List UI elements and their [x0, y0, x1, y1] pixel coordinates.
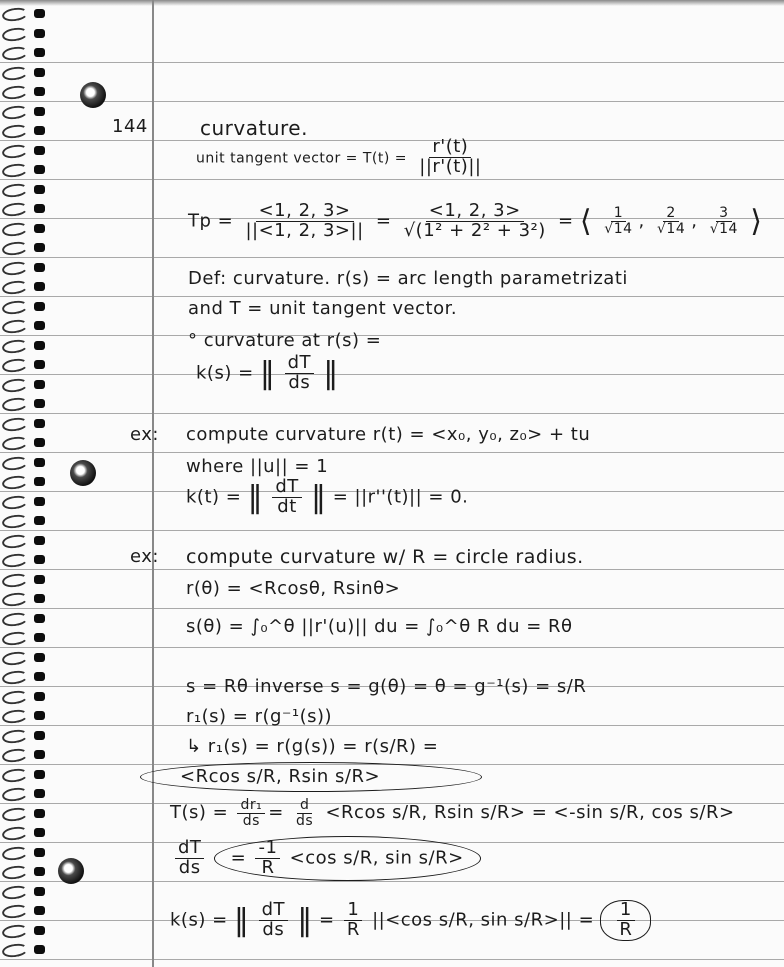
fraction-numerator: d [297, 798, 312, 814]
example-1-label: ex: [130, 424, 159, 445]
ts-rhs: <Rcos s/R, Rsin s/R> = <-sin s/R, cos s/R> [325, 802, 735, 824]
binding-hole [34, 594, 45, 603]
spiral-coil [1, 455, 29, 471]
binding-hole [34, 633, 45, 642]
binding-hole [34, 516, 45, 525]
norm-bar: ‖ [259, 355, 276, 391]
binding-hole [34, 497, 45, 506]
fraction-denominator: ds [296, 812, 314, 829]
binding-hole [34, 536, 45, 545]
spiral-coil [1, 513, 29, 529]
spiral-coil [1, 416, 29, 432]
page-number: 144 [112, 116, 148, 137]
binding-hole [34, 828, 45, 837]
spiral-coil [1, 533, 29, 549]
spiral-coil [1, 767, 29, 783]
spiral-coil [1, 260, 29, 276]
spiral-coil [1, 104, 29, 120]
d-ds-fraction [293, 798, 316, 828]
spiral-coil [1, 572, 29, 588]
example-1-result: = ||r''(t)|| = 0. [332, 486, 469, 508]
binding-hole [34, 321, 45, 330]
dt-ds-derivation [172, 836, 481, 881]
spiral-coil [1, 689, 29, 705]
binding-hole [34, 653, 45, 662]
spiral-coil [1, 708, 29, 724]
binding-hole [34, 867, 45, 876]
tp-fraction-2 [401, 202, 549, 241]
fraction-numerator: 1 [617, 901, 635, 921]
normal-vector: <cos s/R, sin s/R> [289, 847, 464, 869]
fraction-numerator: dT [285, 354, 314, 374]
binding-hole [34, 711, 45, 720]
binding-hole [34, 48, 45, 57]
binding-hole [34, 204, 45, 213]
spiral-coil [1, 845, 29, 861]
norm-bar: ‖ [247, 479, 264, 515]
binding-hole [34, 68, 45, 77]
tp-component-1 [601, 206, 635, 236]
spiral-coil [1, 786, 29, 802]
punch-hole-bottom [58, 858, 84, 884]
spiral-coil [1, 377, 29, 393]
binding-hole [34, 906, 45, 915]
fraction-numerator: dr₁ [237, 798, 265, 814]
definition-line-2: and T = unit tangent vector. [188, 298, 458, 319]
ts-lhs: T(s) = [170, 802, 229, 824]
spiral-coil [1, 123, 29, 139]
spiral-coil [1, 611, 29, 627]
spiral-coil [1, 552, 29, 568]
punch-hole-top [80, 82, 106, 108]
binding-hole [34, 380, 45, 389]
example-2-line-4: s = Rθ inverse s = g(θ) = θ = g⁻¹(s) = s/R [186, 676, 587, 697]
example-2-label: ex: [130, 546, 159, 567]
example-2-line-3: s(θ) = ∫₀^θ ||r'(u)|| du = ∫₀^θ R du = Rθ [186, 616, 573, 637]
binding-hole [34, 146, 45, 155]
fraction-denominator: ||<1, 2, 3>|| [245, 219, 364, 241]
spiral-coil [1, 494, 29, 510]
circled-final-answer [600, 900, 651, 941]
definition-line-1: Def: curvature. r(s) = arc length parametrizati [188, 268, 628, 289]
curvature-result: k(s) = ‖ $\frac{dT}{ds}$ ‖ = $\frac{1}{R}$ ||<cos s/R, sin s/R>|| = $\frac{1}{R}$ [170, 900, 651, 941]
curvature-lhs: k(t) = [186, 486, 242, 508]
binding-hole [34, 789, 45, 798]
binding-hole [34, 263, 45, 272]
example-1-line-1: compute curvature r(t) = <x₀, y₀, z₀> + tu [186, 424, 591, 445]
fraction-denominator: ds [262, 918, 285, 940]
spiral-coil [1, 143, 29, 159]
dt-dt-fraction [272, 478, 301, 517]
unit-tangent-lhs: unit tangent vector = T(t) = [196, 150, 408, 167]
unit-tangent-formula [196, 138, 487, 177]
fraction-numerator: 1 [611, 206, 626, 222]
minus-one-over-r [255, 839, 280, 878]
spiral-coil [1, 825, 29, 841]
spiral-coil [1, 299, 29, 315]
binding-hole [34, 731, 45, 740]
spiral-coil [1, 903, 29, 919]
spiral-coil [1, 26, 29, 42]
binding-hole [34, 848, 45, 857]
binding-hole [34, 438, 45, 447]
fraction-denominator: ||r'(t)|| [419, 155, 482, 177]
binding-hole [34, 302, 45, 311]
fraction-denominator: ds [288, 371, 311, 393]
binding-hole [34, 575, 45, 584]
example-1-formula [186, 478, 468, 517]
spiral-coil [1, 357, 29, 373]
spiral-coil [1, 669, 29, 685]
curvature-lhs: k(s) = [170, 909, 228, 931]
binding-hole [34, 750, 45, 759]
spiral-coil [1, 201, 29, 217]
spiral-coil [1, 806, 29, 822]
spiral-coil [1, 630, 29, 646]
spiral-coil [1, 162, 29, 178]
norm-bar: ‖ [323, 355, 339, 391]
fraction-denominator: dt [277, 495, 297, 517]
final-answer-fraction [616, 901, 635, 940]
fraction-denominator: √14 [657, 220, 686, 237]
binding-hole [34, 477, 45, 486]
punch-hole-middle [70, 460, 96, 486]
spiral-coil [1, 338, 29, 354]
spiral-binding [0, 0, 58, 967]
dt-ds-fraction [175, 839, 204, 878]
binding-hole [34, 555, 45, 564]
spiral-coil [1, 45, 29, 61]
binding-hole [34, 224, 45, 233]
equals-sign: = [375, 210, 392, 232]
binding-hole [34, 692, 45, 701]
spiral-coil [1, 942, 29, 958]
binding-hole [34, 9, 45, 18]
fraction-denominator: √14 [604, 220, 633, 237]
binding-hole [34, 672, 45, 681]
margin-line [152, 0, 154, 967]
tp-computation: Tp = $\frac{<1, 2, 3>}{||<1, 2, 3>||}$ = $\frac{<1, 2, 3>}{\text{√(1² + 2² + 3²)}}$ = ⟨ $\frac{1}{√14}$ , $\frac{2}{√14}$ , $\frac{3}{√14}$ ⟩ [188, 200, 763, 241]
binding-hole [34, 107, 45, 116]
fraction-denominator: R [619, 918, 633, 940]
equals-sign: = [558, 210, 574, 232]
binding-hole [34, 282, 45, 291]
spiral-coil [1, 747, 29, 763]
curvature-definition-formula [196, 354, 339, 393]
spiral-coil [1, 474, 29, 490]
tp-fraction-1 [242, 202, 366, 241]
binding-hole [34, 887, 45, 896]
binding-hole [34, 399, 45, 408]
spiral-coil [1, 396, 29, 412]
spiral-coil [1, 864, 29, 880]
binding-hole [34, 458, 45, 467]
norm-bar: ‖ [233, 902, 250, 938]
fraction-numerator: r'(t) [429, 138, 471, 158]
example-2-line-6: ↳ r₁(s) = r(g(s)) = r(s/R) = [186, 736, 439, 757]
one-over-r [344, 901, 363, 940]
tp-lhs: Tp = [188, 210, 234, 232]
binding-hole [34, 809, 45, 818]
fraction-numerator: dT [272, 478, 301, 498]
fraction-numerator: 1 [344, 901, 362, 921]
binding-hole [34, 614, 45, 623]
dt-ds-fraction [285, 354, 314, 393]
unit-vector-norm: ||<cos s/R, sin s/R>|| = [372, 909, 595, 931]
example-2-line-7: <Rcos s/R, Rsin s/R> [180, 766, 381, 787]
binding-hole [34, 341, 45, 350]
unit-tangent-derivation: T(s) = $\frac{\text{dr₁}}{ds}$ = $\frac{d}{ds}$ <Rcos s/R, Rsin s/R> = <-sin s/R, cos s/R> [170, 797, 735, 829]
binding-hole [34, 185, 45, 194]
fraction-denominator: √14 [709, 220, 738, 237]
dr-ds-fraction [237, 798, 265, 828]
unit-tangent-fraction [416, 138, 484, 177]
circled-result: = $\frac{-1}{R}$ <cos s/R, sin s/R> [214, 836, 481, 881]
example-2-line-1: compute curvature w/ R = circle radius. [186, 546, 584, 568]
tp-component-2 [654, 206, 688, 236]
dt-ds-fraction [259, 901, 288, 940]
topic-title: curvature. [200, 116, 308, 140]
spiral-coil [1, 591, 29, 607]
fraction-numerator: <1, 2, 3> [426, 202, 524, 222]
spiral-coil [1, 923, 29, 939]
example-2-line-5: r₁(s) = r(g⁻¹(s)) [186, 706, 333, 727]
binding-hole [34, 770, 45, 779]
spiral-coil [1, 884, 29, 900]
binding-hole [34, 243, 45, 252]
spiral-coil [1, 84, 29, 100]
spiral-coil [1, 279, 29, 295]
spiral-coil [1, 318, 29, 334]
binding-hole [34, 419, 45, 428]
binding-hole [34, 87, 45, 96]
norm-bar: ‖ [297, 902, 313, 938]
spiral-coil [1, 240, 29, 256]
fraction-numerator: dT [175, 839, 204, 859]
spiral-coil [1, 221, 29, 237]
right-angle-bracket: ⟩ [750, 203, 763, 239]
binding-hole [34, 165, 45, 174]
spiral-coil [1, 435, 29, 451]
torn-top-edge [0, 0, 784, 6]
left-angle-bracket: ⟨ [579, 203, 593, 239]
definition-line-3: ° curvature at r(s) = [188, 330, 382, 351]
spiral-coil [1, 182, 29, 198]
binding-hole [34, 360, 45, 369]
example-1-line-2: where ||u|| = 1 [186, 456, 329, 477]
binding-hole [34, 926, 45, 935]
curvature-lhs: k(s) = [196, 362, 254, 384]
spiral-coil [1, 65, 29, 81]
fraction-numerator: 3 [716, 206, 731, 222]
binding-hole [34, 945, 45, 954]
fraction-denominator: ds [178, 856, 201, 878]
spiral-coil [1, 728, 29, 744]
norm-bar: ‖ [310, 479, 327, 515]
binding-hole [34, 29, 45, 38]
fraction-denominator: R [261, 856, 275, 878]
fraction-numerator: 2 [663, 206, 678, 222]
spiral-coil [1, 650, 29, 666]
spiral-coil [1, 6, 29, 22]
tp-component-3 [707, 206, 741, 236]
binding-hole [34, 126, 45, 135]
fraction-denominator: ds [242, 812, 260, 829]
fraction-denominator: R [346, 918, 360, 940]
fraction-numerator: <1, 2, 3> [256, 202, 354, 222]
fraction-numerator: -1 [255, 839, 280, 859]
fraction-denominator: √(1² + 2² + 3²) [403, 219, 546, 241]
fraction-numerator: dT [259, 901, 288, 921]
example-2-line-2: r(θ) = <Rcosθ, Rsinθ> [186, 578, 401, 599]
